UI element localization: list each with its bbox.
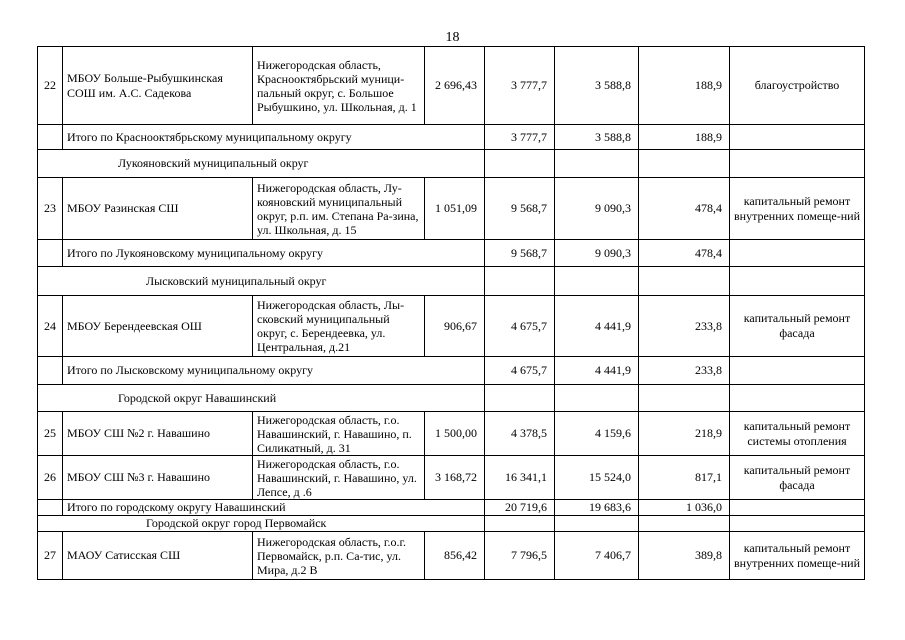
total-cost: 4 378,5	[485, 412, 555, 456]
local-fund: 478,4	[639, 240, 730, 267]
total-row	[38, 357, 865, 385]
section-title: Городской округ город Первомайск	[38, 516, 485, 532]
total-cost: 9 568,7	[485, 240, 555, 267]
section-title: Лукояновский муниципальный округ	[38, 150, 485, 178]
table-row	[38, 178, 865, 240]
school-address: Нижегородская область, г.о. Навашинский, г. Навашино, ул. Лепсе, д .6	[253, 456, 425, 500]
table-row	[38, 532, 865, 580]
local-fund: 233,8	[639, 357, 730, 385]
total-label: Итого по Краснооктябрьскому муниципальному округу	[63, 125, 485, 150]
section-title: Лысковский муниципальный округ	[38, 267, 485, 296]
area-value: 1 500,00	[425, 412, 485, 456]
total-row	[38, 500, 865, 516]
section-title: Городской округ Навашинский	[38, 385, 485, 412]
school-name: МБОУ Разинская СШ	[63, 178, 253, 240]
total-cost: 4 675,7	[485, 357, 555, 385]
table-row	[38, 296, 865, 357]
local-fund: 1 036,0	[639, 500, 730, 516]
local-fund: 188,9	[639, 47, 730, 125]
work-type: благоустройство	[730, 47, 865, 125]
total-cost: 7 796,5	[485, 532, 555, 580]
school-name: МБОУ СШ №3 г. Навашино	[63, 456, 253, 500]
schools-table	[37, 46, 865, 580]
regional-fund: 4 441,9	[555, 357, 639, 385]
area-value: 856,42	[425, 532, 485, 580]
table-row	[38, 47, 865, 125]
area-value: 3 168,72	[425, 456, 485, 500]
regional-fund: 9 090,3	[555, 240, 639, 267]
total-cost: 4 675,7	[485, 296, 555, 357]
local-fund: 817,1	[639, 456, 730, 500]
total-label: Итого по Лысковскому муниципальному округу	[63, 357, 485, 385]
row-number: 27	[38, 532, 63, 580]
school-address: Нижегородская область, г.о. Навашинский, г. Навашино, п. Силикатный, д. 31	[253, 412, 425, 456]
school-address: Нижегородская область, г.о.г. Первомайск, р.п. Са-тис, ул. Мира, д.2 В	[253, 532, 425, 580]
row-number: 24	[38, 296, 63, 357]
local-fund: 478,4	[639, 178, 730, 240]
regional-fund: 9 090,3	[555, 178, 639, 240]
table-row	[38, 456, 865, 500]
total-cost: 3 777,7	[485, 47, 555, 125]
regional-fund: 19 683,6	[555, 500, 639, 516]
local-fund: 218,9	[639, 412, 730, 456]
row-number: 23	[38, 178, 63, 240]
total-label: Итого по городскому округу Навашинский	[63, 500, 485, 516]
regional-fund: 7 406,7	[555, 532, 639, 580]
row-number: 25	[38, 412, 63, 456]
total-row	[38, 125, 865, 150]
total-cost: 20 719,6	[485, 500, 555, 516]
regional-fund: 3 588,8	[555, 125, 639, 150]
total-cost: 16 341,1	[485, 456, 555, 500]
local-fund: 233,8	[639, 296, 730, 357]
local-fund: 188,9	[639, 125, 730, 150]
work-type: капитальный ремонт внутренних помеще-ний	[730, 178, 865, 240]
school-name: МБОУ Берендеевская ОШ	[63, 296, 253, 357]
school-address: Нижегородская область, Лы-сковский муниципальный округ, с. Берендеевка, ул. Центральная, д.21	[253, 296, 425, 357]
area-value: 1 051,09	[425, 178, 485, 240]
row-number: 22	[38, 47, 63, 125]
school-address: Нижегородская область, Краснооктябрьский муници-пальный округ, с. Большое Рыбушкино, ул. Школьная, д. 1	[253, 47, 425, 125]
total-cost: 9 568,7	[485, 178, 555, 240]
school-address: Нижегородская область, Лу-кояновский муниципальный округ, р.п. им. Степана Ра-зина, ул. Школьная, д. 15	[253, 178, 425, 240]
local-fund: 389,8	[639, 532, 730, 580]
section-row	[38, 516, 865, 532]
area-value: 2 696,43	[425, 47, 485, 125]
section-row	[38, 267, 865, 296]
school-name: МБОУ СШ №2 г. Навашино	[63, 412, 253, 456]
area-value: 906,67	[425, 296, 485, 357]
row-number: 26	[38, 456, 63, 500]
page-number: 18	[445, 30, 460, 45]
section-row	[38, 385, 865, 412]
total-row	[38, 240, 865, 267]
work-type: капитальный ремонт внутренних помеще-ний	[730, 532, 865, 580]
regional-fund: 4 159,6	[555, 412, 639, 456]
total-cost: 3 777,7	[485, 125, 555, 150]
section-row	[38, 150, 865, 178]
table-row	[38, 412, 865, 456]
work-type: капитальный ремонт системы отопления	[730, 412, 865, 456]
regional-fund: 3 588,8	[555, 47, 639, 125]
school-name: МБОУ Больше-Рыбушкинская СОШ им. А.С. Садекова	[63, 47, 253, 125]
total-label: Итого по Лукояновскому муниципальному округу	[63, 240, 485, 267]
regional-fund: 4 441,9	[555, 296, 639, 357]
regional-fund: 15 524,0	[555, 456, 639, 500]
work-type: капитальный ремонт фасада	[730, 456, 865, 500]
school-name: МАОУ Сатисская СШ	[63, 532, 253, 580]
work-type: капитальный ремонт фасада	[730, 296, 865, 357]
